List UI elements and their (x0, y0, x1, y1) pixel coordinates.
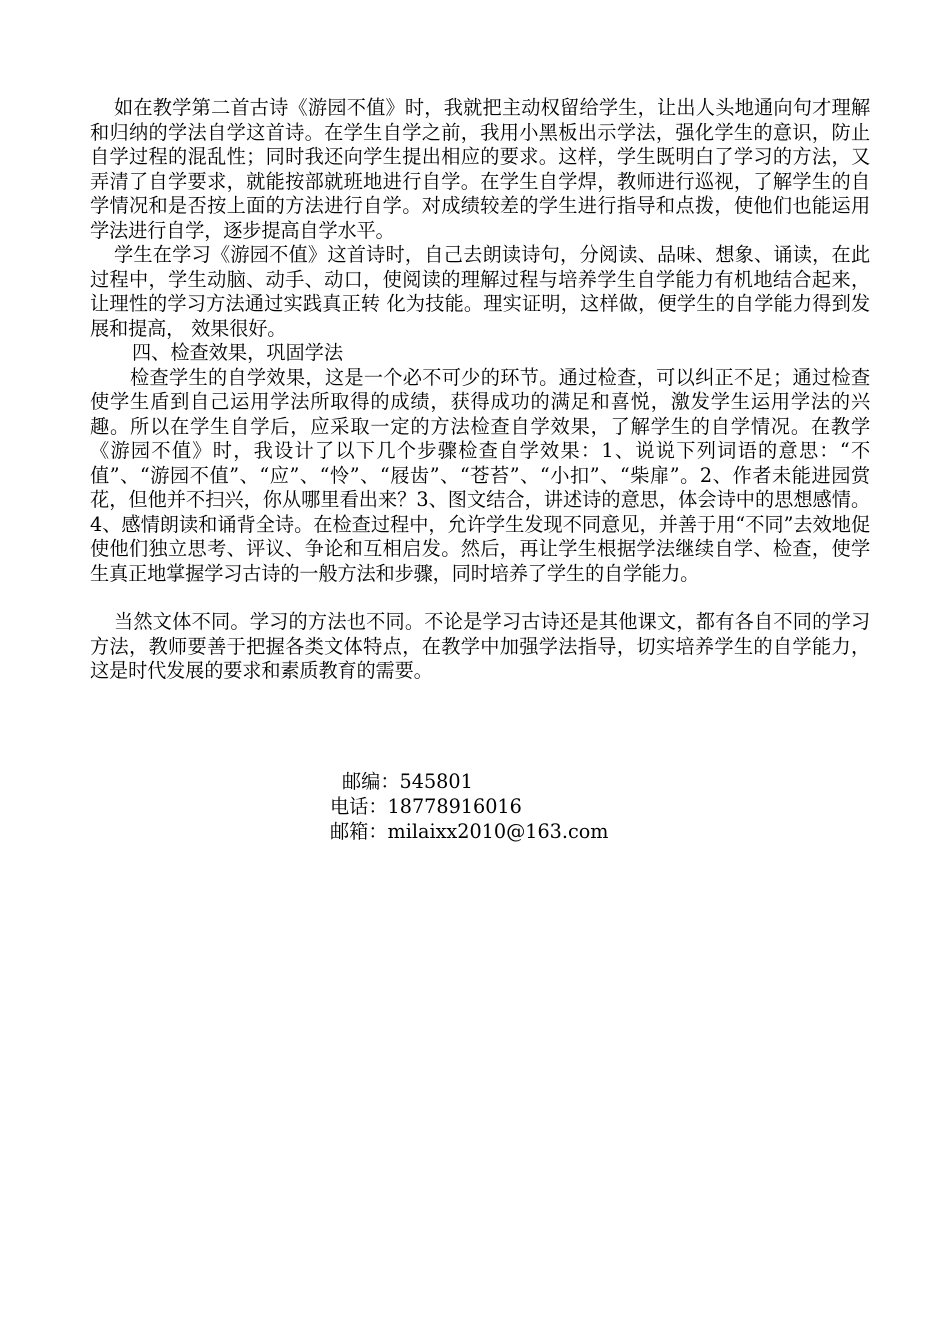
document-body (90, 96, 870, 684)
paragraph-spacer (90, 586, 870, 610)
contact-postcode: 邮编：545801 (342, 770, 473, 793)
paragraph-conclusion: 当然文体不同。学习的方法也不同。不论是学习古诗还是其他课文，都有各自不同的学习方法，教师要善于把握各类文体特点，在教学中加强学法指导，切实培养学生的自学能力，这是时代发展的要求和素质教育的需要。 (90, 610, 870, 682)
section-heading-check-effect: 四、检查效果，巩固学法 (132, 341, 344, 364)
paragraph-check-steps: 检查学生的自学效果，这是一个必不可少的环节。通过检查，可以纠正不足；通过检查使学生盾到自己运用学法所取得的成绩，获得成功的满足和喜悦，激发学生运用学法的兴趣。所以在学生自学后，应采取一定的方法检查自学效果，了解学生的自学情况。在教学《游园不值》时，我设计了以下几个步骤检查自学效果：1、说说下列词语的意思：“不值”、“游园不值”、“应”、“怜”、“屐齿”、“苍苔”、“小扣”、“柴扉”。2、作者未能进园赏花，但他并不扫兴，你从哪里看出来？3、图文结合，讲述诗的意思，体会诗中的思想感情。4、感情朗读和诵背全诗。在检查过程中，允许学生发现不同意见，并善于用“不同”去效地促使他们独立思考、评议、争论和互相启发。然后，再让学生根据学法继续自学、检查，使学生真正地掌握学习古诗的一般方法和步骤，同时培养了学生的自学能力。 (90, 365, 870, 585)
paragraph-self-study-example: 如在教学第二首古诗《游园不值》时，我就把主动权留给学生，让出人头地通向句才理解和归纳的学法自学这首诗。在学生自学之前，我用小黑板出示学法，强化学生的意识，防止自学过程的混乱性；同时我还向学生提出相应的要求。这样，学生既明白了学习的方法，又弄清了自学要求，就能按部就班地进行自学。在学生自学焊，教师进行巡视，了解学生的自学情况和是否按上面的方法进行自学。对成绩较差的学生进行指导和点拨，使他们也能运用学法进行自学，逐步提高自学水平。 (90, 96, 870, 242)
contact-email: 邮箱：milaixx2010@163.com (330, 820, 609, 843)
paragraph-reading-process: 学生在学习《游园不值》这首诗时，自己去朗读诗句，分阅读、品味、想象、诵读，在此过程中，学生动脑、动手、动口，使阅读的理解过程与培养学生自学能力有机地结合起来，让理性的学习方法通过实践真正转 化为技能。理实证明，这样做，便学生的自学能力得到发展和提高， 效果很好。 (90, 243, 870, 340)
contact-phone: 电话：18778916016 (330, 795, 522, 818)
